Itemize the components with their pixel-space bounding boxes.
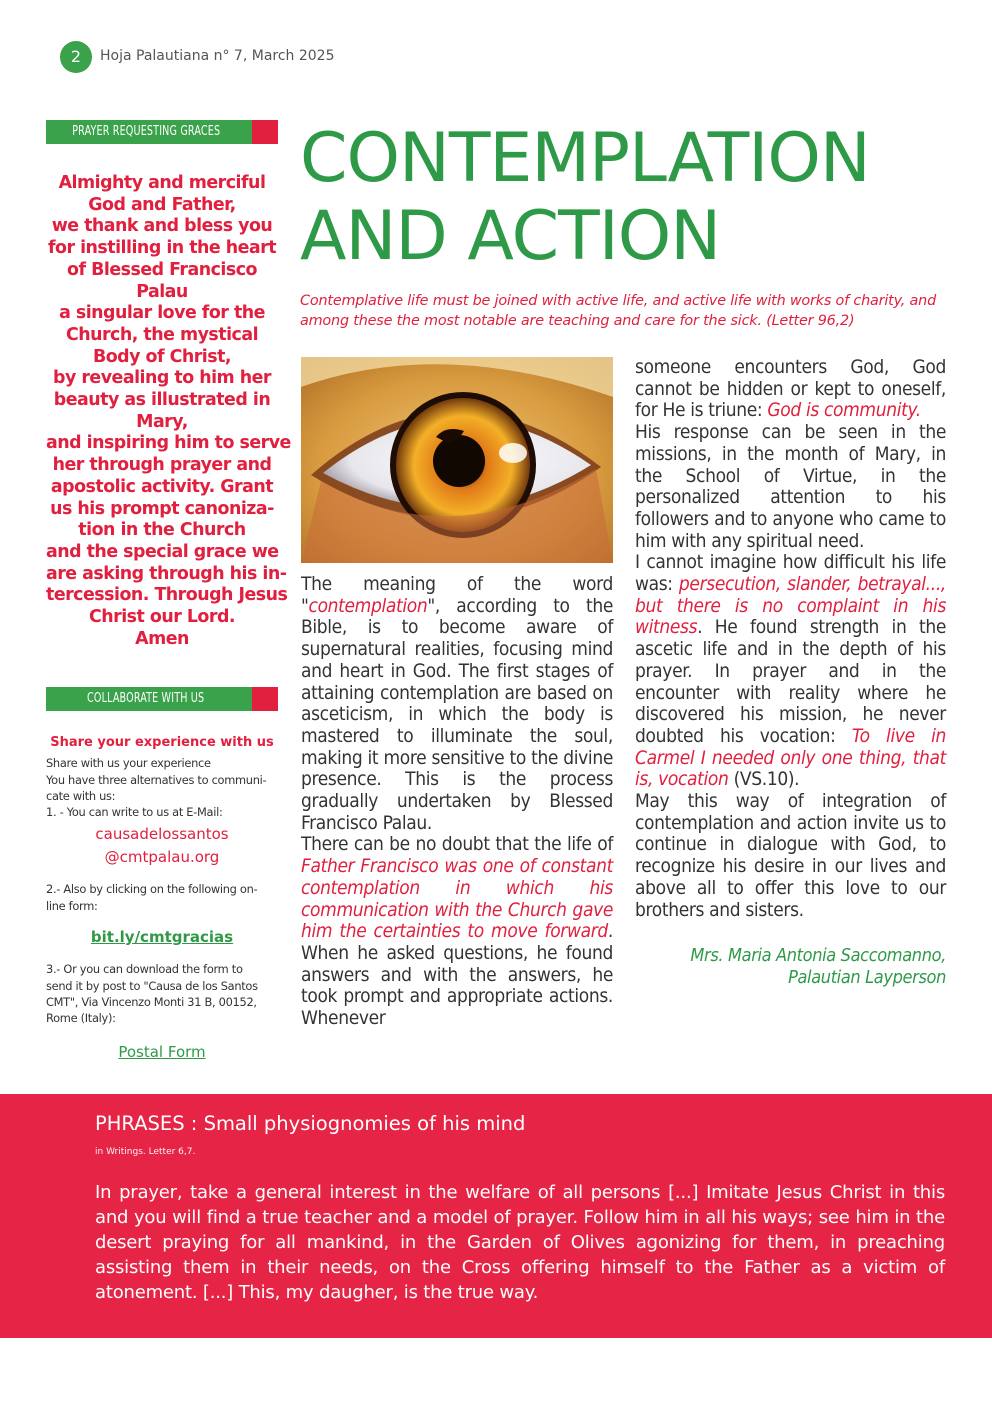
signature-role: Palautian Layperson	[788, 967, 946, 989]
issue-label: Hoja Palautiana n° 7, March 2025	[100, 48, 335, 64]
prayer-line: by revealing to him her	[53, 368, 271, 389]
prayer-line: Christ our Lord.	[88, 607, 236, 628]
emphasis: To live in Carmel I needed only one thing, that is, vocation	[635, 724, 946, 791]
option3-line: send it by post to "Causa de los Santos	[46, 978, 258, 993]
email-part: causadelossantos	[95, 825, 229, 844]
prayer-line: Mary,	[136, 411, 188, 432]
online-form-link[interactable]: bit.ly/cmtgracias	[90, 928, 234, 947]
text-run: The meaning of the word "	[301, 573, 613, 617]
emphasis: God is community.	[767, 399, 921, 422]
prayer-line: of Blessed Francisco	[67, 259, 257, 280]
eye-illustration	[301, 357, 613, 563]
prayer-line: beauty as illustrated in	[53, 390, 271, 411]
prayer-line: her through prayer and	[52, 455, 272, 476]
postal-form-link[interactable]: Postal Form	[118, 1042, 206, 1061]
intro-line: 1. - You can write to us at E-Mail:	[46, 805, 223, 820]
paragraph	[635, 552, 946, 791]
signature-name: Mrs. Maria Antonia Saccomanno,	[690, 945, 946, 967]
prayer-line: a singular love for the	[59, 303, 265, 324]
intro-line: You have three alternatives to communi-	[46, 772, 267, 787]
prayer-line: Body of Christ,	[92, 346, 232, 367]
option3-line: CMT", Via Vincenzo Monti 31 B, 00152,	[46, 994, 257, 1009]
prayer-line: apostolic activity. Grant	[50, 476, 274, 497]
prayer-line: and inspiring him to serve	[46, 433, 291, 454]
text-run: I cannot imagine how difficult his life was:	[635, 551, 946, 596]
heading-accent	[252, 120, 278, 144]
emphasis: contemplation	[308, 594, 428, 617]
text-run: (VS.10).	[728, 768, 800, 791]
prayer-line: we thank and bless you	[51, 216, 273, 237]
prayer-line: are asking through his in-	[46, 563, 287, 584]
text-run: . When he asked questions, he found answers and with the answers, he took prompt and appropriate actions. Whenever	[301, 920, 613, 1030]
prayer-line: us his prompt canoniza-	[50, 498, 274, 519]
phrases-banner	[0, 1094, 992, 1338]
emphasis: persecution, slander, betrayal..., but there is no complaint in his witness	[635, 573, 946, 639]
text-run: someone encounters God, God cannot be hidden or kept to oneself, for He is triune:	[635, 356, 946, 422]
email-link[interactable]	[46, 823, 278, 869]
prayer-line: for instilling in the heart	[47, 238, 277, 259]
prayer-heading-text: PRAYER REQUESTING GRACES	[72, 124, 221, 139]
text-run: ", according to the Bible, is to become aware of supernatural realities, focusing mind and heart in God. The first stages of attaining contemplation are based on asceticism, in which the body is mastered to illuminate the soul, making it more sensitive to the divine presence. This is the process gradually undertaken by Blessed Francisco Palau.	[301, 594, 613, 834]
option2-line: line form:	[46, 898, 98, 913]
paragraph: His response can be seen in the missions, in the month of Mary, in the School of Virtue, in the personalized attention to his followers and to anyone who came to him with any spiritual need.	[635, 421, 946, 552]
intro-line: Share with us your experience	[46, 756, 211, 771]
option2-line: 2.- Also by clicking on the following on-	[46, 882, 258, 897]
prayer-line: and the special grace we	[46, 541, 279, 562]
paragraph	[635, 357, 946, 422]
author-signature	[635, 945, 946, 989]
eye-painting-image	[301, 357, 613, 563]
prayer-line: God and Father,	[88, 194, 236, 215]
heading-accent	[252, 687, 278, 711]
emphasis: Father Francisco was one of constant contemplation in which his communication with the Church gave him the certainties to move forward	[301, 855, 613, 943]
collaborate-panel	[46, 735, 278, 1060]
prayer-line: Almighty and merciful	[58, 173, 266, 193]
page-number-badge: 2	[60, 41, 92, 73]
prayer-line: Amen	[135, 628, 189, 649]
phrases-title: PHRASES : Small physiognomies of his mind	[95, 1112, 526, 1135]
option3-line: 3.- Or you can download the form to	[46, 962, 243, 977]
paragraph	[301, 574, 613, 834]
text-run: There can be no doubt that the life of	[301, 833, 613, 856]
option3-line: Rome (Italy):	[46, 1011, 116, 1026]
phrases-source: in Writings. Letter 6,7.	[95, 1147, 196, 1157]
text-run: . He found strength in the ascetic life and in the depth of his prayer. In prayer and in the encounter with reality where he discovered his mission, he never doubted his vocation:	[635, 616, 946, 747]
prayer-line: Palau	[136, 281, 188, 302]
share-title: Share your experience with us	[50, 735, 274, 750]
paragraph: May this way of integration of contemplation and action invite us to continue in dialogue with God, to recognize his desire in our lives and above all to offer this love to our brothers and sisters.	[635, 790, 946, 921]
paragraph	[301, 834, 613, 1029]
email-part: @cmtpalau.org	[104, 848, 220, 867]
collaborate-section-heading	[46, 687, 278, 711]
intro-line: cate with us:	[46, 788, 116, 803]
title-line: AND ACTION	[300, 197, 721, 276]
prayer-line: tion in the Church	[78, 520, 246, 541]
article-column-left	[301, 574, 613, 1030]
prayer-line: tercession. Through Jesus	[46, 585, 288, 606]
title-line: CONTEMPLATION	[300, 119, 870, 198]
article-title	[300, 120, 950, 276]
article-subtitle: Contemplative life must be joined with active life, and active life with works of charity, and among these the most notable are teaching and care for the sick. (Letter 96,2)	[300, 293, 937, 329]
phrases-quote: In prayer, take a general interest in the welfare of all persons [...] Imitate Jesus Christ in this and you will find a true teacher and a model of prayer. Follow him in all his ways; see him in the desert praying for all mankind, in the Garden of Olives agonizing for them, in preaching assisting them in their needs, on the Cross offering himself to the Father as a victim of atonement. [...] This, my daugher, is the true way.	[95, 1182, 945, 1303]
prayer-line: Church, the mystical	[65, 324, 259, 345]
article-column-right	[635, 357, 946, 989]
prayer-section-heading	[46, 120, 278, 144]
collab-heading-text: COLLABORATE WITH US	[87, 691, 205, 706]
prayer-text	[46, 173, 291, 650]
